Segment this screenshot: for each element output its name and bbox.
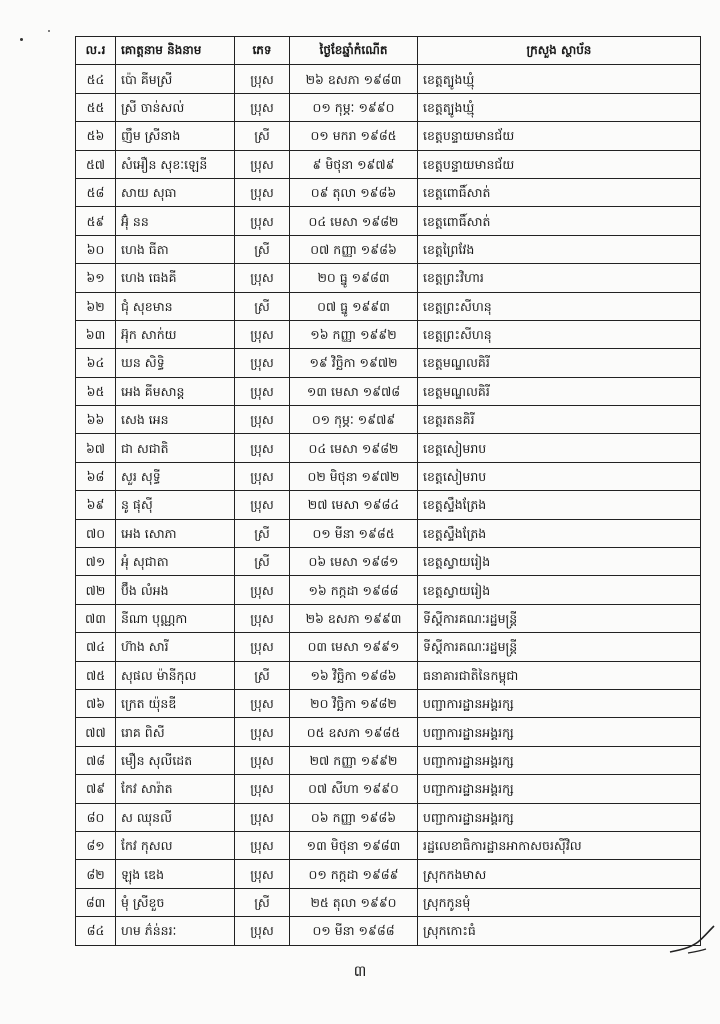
table-row xyxy=(76,689,701,717)
cell-no: ៦៨ xyxy=(76,462,116,490)
table-row xyxy=(76,718,701,746)
cell-name: កែវ កុសល xyxy=(116,831,235,859)
header-sex: ភេទ xyxy=(235,37,290,65)
table-row xyxy=(76,860,701,888)
cell-name: ហ៊ាង សារី xyxy=(116,633,235,661)
cell-institution: ទីស្តីការគណៈរដ្ឋមន្ត្រី xyxy=(418,633,701,661)
cell-no: ៧៦ xyxy=(76,689,116,717)
cell-name: ប៉ោ គីមស្រី xyxy=(116,65,235,93)
cell-name: កែវ សារ៉ាត xyxy=(116,775,235,803)
cell-no: ៧៤ xyxy=(76,633,116,661)
table-row xyxy=(76,888,701,916)
table-row xyxy=(76,207,701,235)
cell-institution: ស្រុកកោះធំ xyxy=(418,917,701,945)
cell-name: សួរ សុទ្ធី xyxy=(116,462,235,490)
cell-dob: ២៧ មេសា ១៩៨៤ xyxy=(290,491,418,519)
cell-name: អ៊ុំ នន xyxy=(116,207,235,235)
cell-name: មុំ ស្រីខួច xyxy=(116,888,235,916)
table-row xyxy=(76,406,701,434)
cell-name: សុផល ម៉ានីកុល xyxy=(116,661,235,689)
cell-sex: ស្រី xyxy=(235,122,290,150)
table-row xyxy=(76,377,701,405)
cell-sex: ប្រុស xyxy=(235,264,290,292)
cell-dob: ០២ មិថុនា ១៩៧២ xyxy=(290,462,418,490)
header-dob: ថ្ងៃខែឆ្នាំកំណើត xyxy=(290,37,418,65)
cell-no: ៦៤ xyxy=(76,349,116,377)
cell-name: ក្រេត យ៉ុនឌី xyxy=(116,689,235,717)
cell-sex: ប្រុស xyxy=(235,689,290,717)
cell-dob: ៩ មិថុនា ១៩៧៩ xyxy=(290,150,418,178)
cell-sex: ប្រុស xyxy=(235,93,290,121)
cell-institution: ខេត្តត្បូងឃ្មុំ xyxy=(418,65,701,93)
table-row xyxy=(76,65,701,93)
cell-dob: ២៦ ឧសភា ១៩៨៣ xyxy=(290,65,418,93)
cell-dob: ១៦ កក្កដា ១៩៨៨ xyxy=(290,576,418,604)
cell-institution: ខេត្តមណ្ឌលគិរី xyxy=(418,377,701,405)
table-row xyxy=(76,150,701,178)
table-row xyxy=(76,633,701,661)
cell-dob: ០៦ កញ្ញា ១៩៨៦ xyxy=(290,803,418,831)
roster-table xyxy=(75,36,701,946)
cell-institution: ខេត្តរតនគិរី xyxy=(418,406,701,434)
cell-no: ៧៨ xyxy=(76,746,116,774)
signature-mark-icon xyxy=(668,922,716,958)
cell-sex: ប្រុស xyxy=(235,604,290,632)
cell-dob: ០៧ កញ្ញា ១៩៨៦ xyxy=(290,235,418,263)
table-row xyxy=(76,178,701,206)
scan-speck xyxy=(20,38,23,41)
table-header-row xyxy=(76,37,701,65)
cell-sex: ប្រុស xyxy=(235,917,290,945)
cell-no: ៦៣ xyxy=(76,320,116,348)
cell-no: ៨០ xyxy=(76,803,116,831)
cell-no: ៨៤ xyxy=(76,917,116,945)
cell-institution: ស្រុកកងមាស xyxy=(418,860,701,888)
cell-institution: ធនាគារជាតិនៃកម្ពុជា xyxy=(418,661,701,689)
header-institution: ក្រសួង ស្ថាប័ន xyxy=(418,37,701,65)
scan-speck xyxy=(48,30,50,32)
cell-dob: ០១ កុម្ភៈ ១៩៩០ xyxy=(290,93,418,121)
cell-institution: ខេត្តព្រះសីហនុ xyxy=(418,320,701,348)
table-row xyxy=(76,320,701,348)
cell-no: ៥៥ xyxy=(76,93,116,121)
cell-institution: បញ្ជាការដ្ឋានអង្គរក្ស xyxy=(418,746,701,774)
cell-sex: ប្រុស xyxy=(235,831,290,859)
cell-name: អេង សោភា xyxy=(116,519,235,547)
cell-dob: ០៧ សីហា ១៩៩០ xyxy=(290,775,418,803)
header-name: គោត្តនាម និងនាម xyxy=(116,37,235,65)
cell-name: នីណា បុណ្ណកា xyxy=(116,604,235,632)
cell-dob: ០១ មករា ១៩៨៥ xyxy=(290,122,418,150)
cell-institution: បញ្ជាការដ្ឋានអង្គរក្ស xyxy=(418,775,701,803)
cell-sex: ប្រុស xyxy=(235,349,290,377)
cell-sex: ប្រុស xyxy=(235,633,290,661)
cell-no: ៦៧ xyxy=(76,434,116,462)
cell-no: ៧៧ xyxy=(76,718,116,746)
roster-body xyxy=(76,65,701,945)
cell-no: ៦៩ xyxy=(76,491,116,519)
cell-name: រោគ ពិសី xyxy=(116,718,235,746)
cell-sex: ស្រី xyxy=(235,548,290,576)
cell-sex: ប្រុស xyxy=(235,320,290,348)
cell-name: ញឹម ស្រីនាង xyxy=(116,122,235,150)
cell-sex: ប្រុស xyxy=(235,150,290,178)
cell-sex: ប្រុស xyxy=(235,860,290,888)
table-row xyxy=(76,434,701,462)
cell-sex: ប្រុស xyxy=(235,746,290,774)
cell-sex: ស្រី xyxy=(235,292,290,320)
cell-sex: ប្រុស xyxy=(235,803,290,831)
cell-name: ប៊ឹង លំអង xyxy=(116,576,235,604)
cell-institution: ខេត្តពោធិ៍សាត់ xyxy=(418,207,701,235)
cell-no: ៨២ xyxy=(76,860,116,888)
cell-no: ៥៧ xyxy=(76,150,116,178)
table-row xyxy=(76,917,701,945)
cell-institution: រដ្ឋលេខាធិការដ្ឋានអាកាសចរស៊ីវិល xyxy=(418,831,701,859)
cell-no: ៧២ xyxy=(76,576,116,604)
cell-sex: ប្រុស xyxy=(235,178,290,206)
cell-sex: ប្រុស xyxy=(235,65,290,93)
cell-dob: ១៦ វិច្ឆិកា ១៩៨៦ xyxy=(290,661,418,689)
cell-dob: ០៣ មេសា ១៩៩១ xyxy=(290,633,418,661)
table-row xyxy=(76,122,701,150)
table-row xyxy=(76,519,701,547)
cell-sex: ប្រុស xyxy=(235,491,290,519)
cell-institution: ខេត្តព្រះសីហនុ xyxy=(418,292,701,320)
cell-institution: ខេត្តបន្ទាយមានជ័យ xyxy=(418,122,701,150)
table-row xyxy=(76,775,701,803)
table-row xyxy=(76,548,701,576)
cell-dob: ០៥ ឧសភា ១៩៨៥ xyxy=(290,718,418,746)
cell-no: ៦៦ xyxy=(76,406,116,434)
cell-dob: ២៥ តុលា ១៩៩០ xyxy=(290,888,418,916)
cell-institution: ខេត្តបន្ទាយមានជ័យ xyxy=(418,150,701,178)
table-row xyxy=(76,235,701,263)
table-row xyxy=(76,462,701,490)
cell-dob: ២៧ កញ្ញា ១៩៩២ xyxy=(290,746,418,774)
cell-no: ៧១ xyxy=(76,548,116,576)
cell-sex: ស្រី xyxy=(235,661,290,689)
cell-dob: ២៦ ឧសភា ១៩៩៣ xyxy=(290,604,418,632)
cell-no: ៧៣ xyxy=(76,604,116,632)
cell-institution: ខេត្តស្វាយរៀង xyxy=(418,576,701,604)
table-row xyxy=(76,661,701,689)
cell-name: ស ឈុនលី xyxy=(116,803,235,831)
table-row xyxy=(76,831,701,859)
cell-name: ឡុង ឌេង xyxy=(116,860,235,888)
cell-sex: ស្រី xyxy=(235,519,290,547)
cell-name: ជុំ សុខមាន xyxy=(116,292,235,320)
cell-name: សំអឿន សុខៈឡេនី xyxy=(116,150,235,178)
table-row xyxy=(76,604,701,632)
cell-sex: ប្រុស xyxy=(235,377,290,405)
cell-dob: ២០ ធ្នូ ១៩៨៣ xyxy=(290,264,418,292)
cell-institution: ខេត្តព្រៃវែង xyxy=(418,235,701,263)
cell-no: ៥៤ xyxy=(76,65,116,93)
cell-name: ជា សជាតិ xyxy=(116,434,235,462)
cell-sex: ប្រុស xyxy=(235,775,290,803)
cell-name: ហេង ធេងគី xyxy=(116,264,235,292)
cell-no: ៦១ xyxy=(76,264,116,292)
cell-institution: បញ្ជាការដ្ឋានអង្គរក្ស xyxy=(418,689,701,717)
cell-sex: ប្រុស xyxy=(235,406,290,434)
cell-name: មឿន សុលីដេត xyxy=(116,746,235,774)
cell-name: ឃន សិទ្ធិ xyxy=(116,349,235,377)
table-row xyxy=(76,292,701,320)
cell-no: ៦០ xyxy=(76,235,116,263)
cell-institution: ខេត្តពោធិ៍សាត់ xyxy=(418,178,701,206)
cell-no: ៥៨ xyxy=(76,178,116,206)
cell-no: ៦២ xyxy=(76,292,116,320)
cell-institution: ស្រុកកូនមុំ xyxy=(418,888,701,916)
cell-dob: ១៣ មេសា ១៩៧៨ xyxy=(290,377,418,405)
cell-name: អ៊ុក សាក់យ xyxy=(116,320,235,348)
cell-institution: ខេត្តសៀមរាប xyxy=(418,434,701,462)
cell-dob: ០៧ ធ្នូ ១៩៩៣ xyxy=(290,292,418,320)
cell-dob: ០១ មីនា ១៩៨៥ xyxy=(290,519,418,547)
cell-institution: ទីស្តីការគណៈរដ្ឋមន្ត្រី xyxy=(418,604,701,632)
cell-sex: ប្រុស xyxy=(235,434,290,462)
cell-dob: ០៤ មេសា ១៩៨២ xyxy=(290,434,418,462)
cell-sex: ស្រី xyxy=(235,888,290,916)
cell-institution: ខេត្តសៀមរាប xyxy=(418,462,701,490)
cell-name: ហេង ធីតា xyxy=(116,235,235,263)
cell-sex: ប្រុស xyxy=(235,462,290,490)
cell-no: ៨៣ xyxy=(76,888,116,916)
cell-institution: បញ្ជាការដ្ឋានអង្គរក្ស xyxy=(418,803,701,831)
cell-institution: ខេត្តមណ្ឌលគិរី xyxy=(418,349,701,377)
table-row xyxy=(76,93,701,121)
cell-institution: បញ្ជាការដ្ឋានអង្គរក្ស xyxy=(418,718,701,746)
cell-dob: ០១ មីនា ១៩៨៨ xyxy=(290,917,418,945)
cell-sex: ប្រុស xyxy=(235,718,290,746)
cell-sex: ប្រុស xyxy=(235,207,290,235)
cell-name: អ៉ំ សុជាតា xyxy=(116,548,235,576)
cell-institution: ខេត្តស្ទឹងត្រែង xyxy=(418,519,701,547)
cell-no: ៦៥ xyxy=(76,377,116,405)
cell-sex: ប្រុស xyxy=(235,576,290,604)
cell-no: ៨១ xyxy=(76,831,116,859)
cell-name: ស្រី ចាន់សល់ xyxy=(116,93,235,121)
cell-no: ៧០ xyxy=(76,519,116,547)
cell-name: សាយ សុធា xyxy=(116,178,235,206)
cell-name: នូ ផុស៊ី xyxy=(116,491,235,519)
cell-name: ហម ភ៌ន់នរៈ xyxy=(116,917,235,945)
cell-sex: ស្រី xyxy=(235,235,290,263)
cell-institution: ខេត្តត្បូងឃ្មុំ xyxy=(418,93,701,121)
cell-no: ៥៦ xyxy=(76,122,116,150)
table-row xyxy=(76,264,701,292)
cell-dob: ០៦ មេសា ១៩៨១ xyxy=(290,548,418,576)
cell-no: ៧៩ xyxy=(76,775,116,803)
cell-dob: ០៤ មេសា ១៩៨២ xyxy=(290,207,418,235)
cell-dob: ២០ វិច្ឆិកា ១៩៨២ xyxy=(290,689,418,717)
table-row xyxy=(76,803,701,831)
table-row xyxy=(76,349,701,377)
cell-institution: ខេត្តស្វាយរៀង xyxy=(418,548,701,576)
cell-name: សេង អេន xyxy=(116,406,235,434)
cell-name: អេង គីមសាន្ត xyxy=(116,377,235,405)
cell-dob: ១៦ កញ្ញា ១៩៩២ xyxy=(290,320,418,348)
table-row xyxy=(76,576,701,604)
header-no: ល.រ xyxy=(76,37,116,65)
cell-no: ៥៩ xyxy=(76,207,116,235)
cell-dob: ០៩ តុលា ១៩៨៦ xyxy=(290,178,418,206)
cell-dob: ១៣ មិថុនា ១៩៨៣ xyxy=(290,831,418,859)
table-row xyxy=(76,491,701,519)
table-row xyxy=(76,746,701,774)
cell-dob: ១៩ វិច្ឆិកា ១៩៧២ xyxy=(290,349,418,377)
cell-institution: ខេត្តស្ទឹងត្រែង xyxy=(418,491,701,519)
page-number: ៣ xyxy=(353,962,367,980)
cell-no: ៧៥ xyxy=(76,661,116,689)
cell-dob: ០១ កុម្ភៈ ១៩៧៩ xyxy=(290,406,418,434)
cell-institution: ខេត្តព្រះវិហារ xyxy=(418,264,701,292)
cell-dob: ០១ កក្កដា ១៩៨៩ xyxy=(290,860,418,888)
